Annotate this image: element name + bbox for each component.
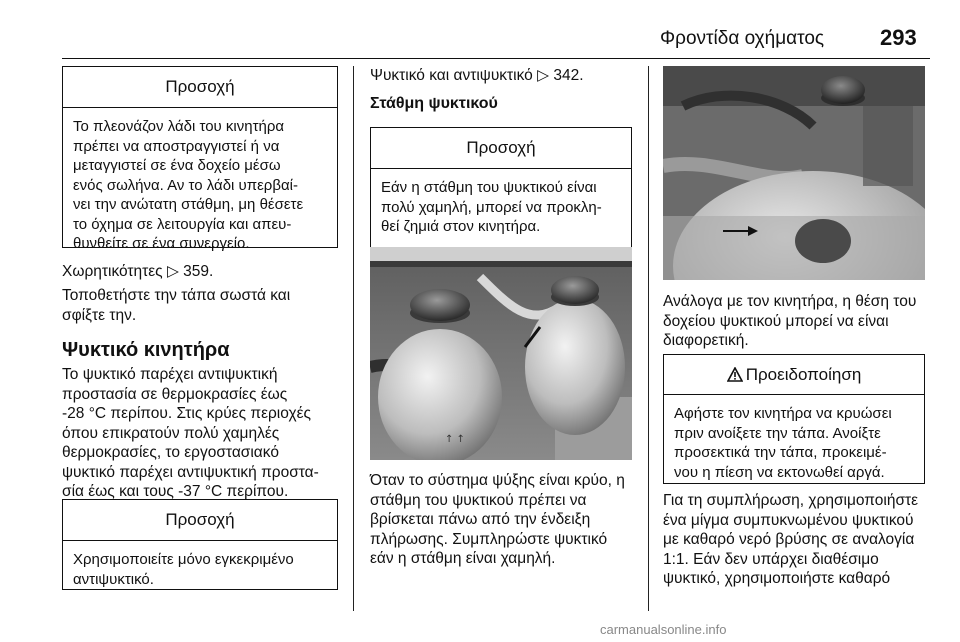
watermark: carmanualsonline.info — [600, 622, 727, 637]
caution-box-level — [370, 127, 632, 265]
coolant-level-heading: Στάθμη ψυκτικού — [370, 95, 498, 112]
warning-box-title: Προειδοποίηση — [745, 364, 862, 384]
header-rule — [62, 58, 930, 59]
warning-triangle-icon — [727, 367, 743, 382]
column-divider-1 — [353, 66, 354, 611]
caution-box-body: Χρησιμοποιείτε μόνο εγκεκριμένο αντιψυκτικό. — [73, 551, 294, 588]
caution-box-heading: Προσοχή — [371, 128, 631, 169]
coolant-heading: Ψυκτικό κινητήρα — [62, 339, 230, 361]
warning-box — [663, 354, 925, 484]
column-divider-2 — [648, 66, 649, 611]
refit-cap-text: Τοποθετήστε την τάπα σωστά και σφίξτε την. — [62, 287, 291, 324]
coolant-reference: Ψυκτικό και αντιψυκτικό ▷ 342. — [370, 67, 584, 84]
cold-system-text: Όταν το σύστημα ψύξης είναι κρύο, η στάθμη του ψυκτικού πρέπει να βρίσκεται πάνω από την ένδειξη πλήρωσης. Συμπληρώστε ψυκτικό εάν η στάθμη είναι χαμηλή. — [370, 472, 625, 567]
caution-box-heading: Προσοχή — [63, 67, 337, 108]
coolant-text: Το ψυκτικό παρέχει αντιψυκτική προστασία σε θερμοκρασίες έως -28 °C περίπου. Στις κρύες περιοχές όπου επικρατούν πολύ χαμηλές θερμοκρασίες, το εργοστασιακό ψυκτικό παρέχει αντιψυκτική προστα- σία έως και τους -37 °C περίπου. — [62, 366, 319, 500]
caution-box-oil — [62, 66, 338, 252]
running-header-title: Φροντίδα οχήματος — [660, 28, 825, 49]
page-number: 293 — [880, 25, 917, 50]
warning-box-heading — [664, 355, 924, 395]
refill-text: Για τη συμπλήρωση, χρησιμοποιήστε ένα μίγμα συμπυκνωμένου ψυκτικού με καθαρό νερό βρύσης σε αναλογία 1:1. Εάν δεν υπάρχει διαθέσιμο ψυκτικό, χρησιμοποιήστε καθαρό — [663, 492, 919, 587]
svg-text:↑ ↑: ↑ ↑ — [445, 434, 465, 445]
caution-box-body: Εάν η στάθμη του ψυκτικού είναι πολύ χαμηλή, μπορεί να προκλη- θεί ζημιά στον κινητήρα. — [381, 179, 602, 235]
caution-box-body: Το πλεονάζον λάδι του κινητήρα πρέπει να αποστραγγιστεί ή να μεταγγιστεί σε ένα δοχείο μέσω ενός σωλήνα. Αν το λάδι υπερβαί- νει την ανώτατη στάθμη, μη θέσετε το όχημα σε λειτουργία και απευ- θυνθείτε σε ένα συνεργείο. — [73, 118, 304, 252]
caution-box-heading: Προσοχή — [63, 500, 337, 541]
capacities-reference: Χωρητικότητες ▷ 359. — [62, 263, 214, 280]
expansion-tank-photo — [663, 66, 925, 280]
engine-note-text: Ανάλογα με τον κινητήρα, η θέση του δοχείου ψυκτικού μπορεί να είναι διαφορετική. — [663, 293, 917, 349]
coolant-reservoir-photo — [370, 247, 632, 460]
caution-box-antifreeze — [62, 499, 338, 590]
warning-box-body: Αφήστε τον κινητήρα να κρυώσει πριν ανοίξετε την τάπα. Ανοίξτε προσεκτικά την τάπα, προκειμέ- νου η πίεση να εκτονωθεί αργά. — [674, 405, 892, 481]
